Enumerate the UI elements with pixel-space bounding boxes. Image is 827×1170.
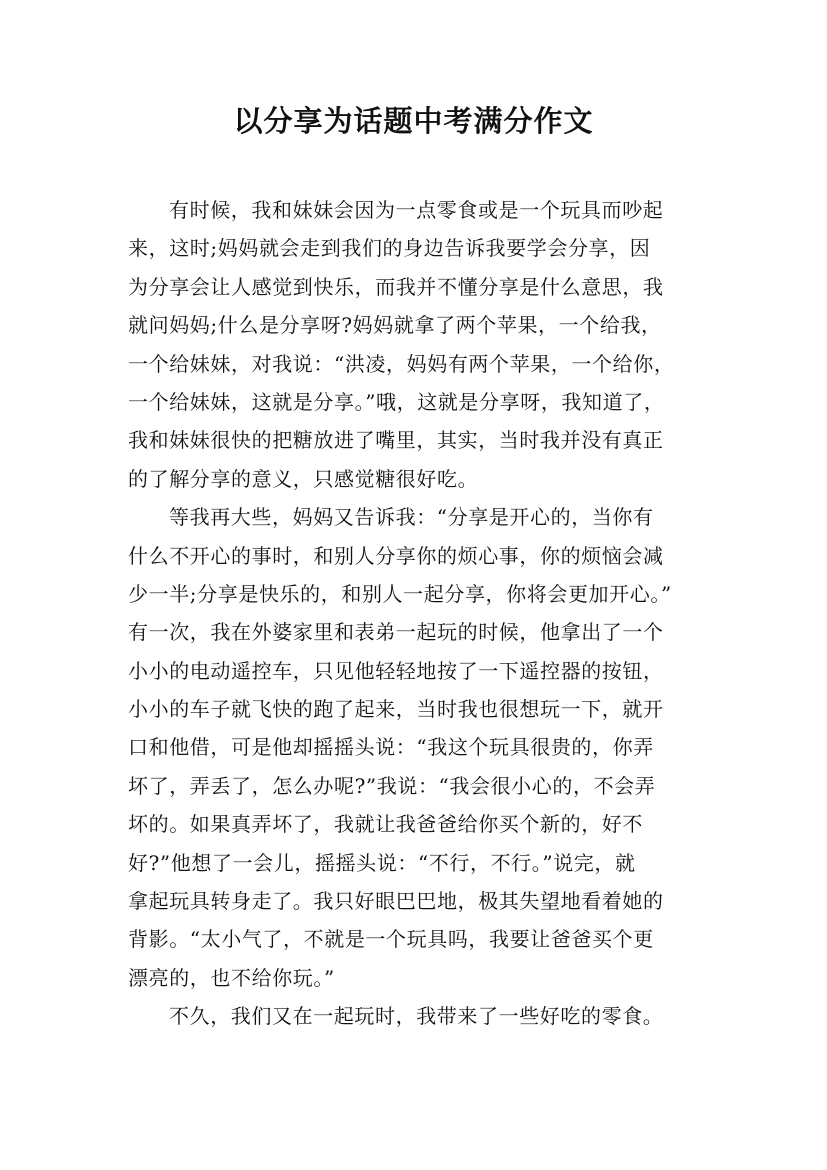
text-line: 好?”他想了一会儿，摇摇头说：“不行，不行。”说完，就: [128, 850, 636, 875]
text-line: 什么不开心的事时，和别人分享你的烦心事，你的烦恼会减: [128, 543, 664, 568]
text-line: 有一次，我在外婆家里和表弟一起玩的时候，他拿出了一个: [128, 620, 664, 645]
text-line: 有时候，我和妹妹会因为一点零食或是一个玩具而吵起: [169, 198, 664, 222]
text-line: 口和他借，可是他却摇摇头说：“我这个玩具很贵的，你弄: [128, 735, 654, 760]
text-line: 背影。“太小气了，不就是一个玩具吗，我要让爸爸买个更: [128, 927, 654, 952]
text-line: 少一半;分享是快乐的，和别人一起分享，你将会更加开心。”: [128, 581, 672, 606]
essay-body: [128, 191, 708, 1036]
text-line: 拿起玩具转身走了。我只好眼巴巴地，极其失望地看着她的: [128, 889, 664, 914]
text-line: 漂亮的，也不给你玩。”: [128, 965, 335, 990]
text-line: 小小的车子就飞快的跑了起来，当时我也很想玩一下，就开: [128, 697, 664, 722]
text-line: 一个给妹妹，这就是分享。”哦，这就是分享呀，我知道了，: [128, 389, 665, 414]
text-line: 坏了，弄丢了，怎么办呢?”我说：“我会很小心的，不会弄: [128, 773, 656, 798]
text-line: 小小的电动遥控车，只见他轻轻地按了一下遥控器的按钮，: [128, 658, 664, 683]
text-line: 一个给妹妹，对我说：“洪凌，妈妈有两个苹果，一个给你，: [128, 351, 675, 376]
text-line: 的了解分享的意义，只感觉糖很好吃。: [128, 466, 479, 491]
text-line: 我和妹妹很快的把糖放进了嘴里，其实，当时我并没有真正: [128, 428, 664, 453]
text-line: 就问妈妈;什么是分享呀?妈妈就拿了两个苹果，一个给我，: [128, 313, 662, 338]
text-line: 坏的。如果真弄坏了，我就让我爸爸给你买个新的，好不: [128, 812, 643, 837]
text-line: 等我再大些，妈妈又告诉我：“分享是开心的，当你有: [169, 505, 654, 530]
text-line: 为分享会让人感觉到快乐，而我并不懂分享是什么意思，我: [128, 274, 664, 299]
text-line: 不久，我们又在一起玩时，我带来了一些好吃的零食。: [169, 1004, 664, 1029]
essay-title: 以分享为话题中考满分作文: [233, 104, 594, 138]
text-line: 来，这时;妈妈就会走到我们的身边告诉我要学会分享，因: [128, 236, 651, 261]
